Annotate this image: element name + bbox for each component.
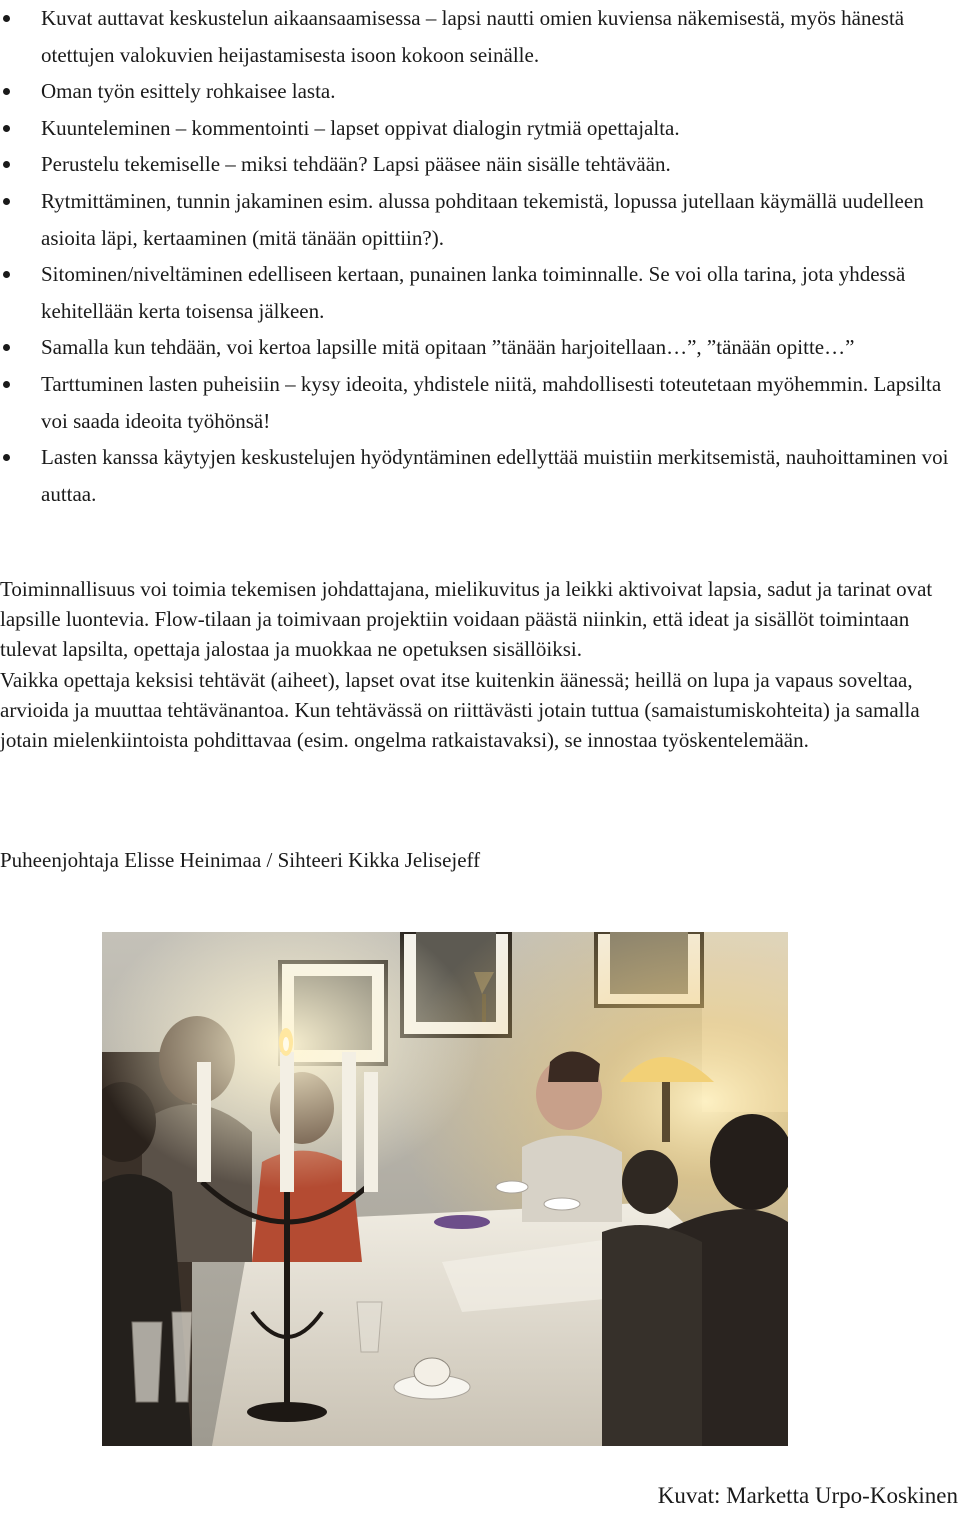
- list-item: [0, 146, 955, 183]
- list-item-text: Sitominen/niveltäminen edelliseen kertaan, punainen lanka toiminnalle. Se voi olla tarina, jota yhdessä kehitellään kerta toisensa jälkeen.: [41, 262, 906, 323]
- bullet-icon: [3, 161, 10, 168]
- bullet-icon: [3, 125, 10, 132]
- photo-credit: Kuvat: Marketta Urpo-Koskinen: [657, 1483, 958, 1508]
- list-item-text: Perustelu tekemiselle – miksi tehdään? Lapsi pääsee näin sisälle tehtävään.: [41, 152, 671, 177]
- bullet-icon: [3, 15, 10, 22]
- bullet-icon: [3, 454, 10, 461]
- list-item: [0, 183, 955, 256]
- bullet-icon: [3, 344, 10, 351]
- list-item-text: Rytmittäminen, tunnin jakaminen esim. alussa pohditaan tekemistä, lopussa jutellaan käymällä uudelleen asioita läpi, kertaaminen (mitä tänään opittiin?).: [41, 188, 924, 250]
- bullet-icon: [3, 381, 10, 388]
- body-text: [0, 574, 955, 755]
- bullet-icon: [3, 198, 10, 205]
- bullet-icon: [3, 271, 10, 278]
- list-item: [0, 73, 955, 110]
- paragraph-1: Toiminnallisuus voi toimia tekemisen johdattajana, mielikuvitus ja leikki aktivoivat lapsia, sadut ja tarinat ovat lapsille luontevia. Flow-tilaan ja toimivaan projektiin voidaan päästä niinkin, että ideat ja sisällöt toimintaan tulevat lapsilta, opettaja jalostaa ja muokkaa ne opetuksen sisällöiksi.: [0, 577, 933, 662]
- group-photo: [102, 932, 788, 1446]
- list-item: [0, 366, 955, 439]
- paragraph-2: Vaikka opettaja keksisi tehtävät (aiheet), lapset ovat itse kuitenkin äänessä; heillä on lupa ja vapaus soveltaa, arvioida ja muuttaa tehtävänantoa. Kun tehtävässä on riittävästi jotain tuttua (samaistumiskohteita) ja samalla jotain mielenkiintoista pohdittavaa (esim. ongelma ratkaistavaksi), se innostaa työskentelemään.: [0, 667, 920, 753]
- signature-line: Puheenjohtaja Elisse Heinimaa / Sihteeri Kikka Jelisejeff: [0, 848, 481, 872]
- bullet-list: [0, 0, 955, 512]
- list-item-text: Lasten kanssa käytyjen keskustelujen hyödyntäminen edellyttää muistiin merkitsemistä, nauhoittaminen voi auttaa.: [41, 445, 949, 506]
- photo-illustration: [102, 932, 788, 1446]
- list-item-text: Oman työn esittely rohkaisee lasta.: [41, 79, 336, 104]
- list-item-text: Kuunteleminen – kommentointi – lapset oppivat dialogin rytmiä opettajalta.: [41, 115, 680, 140]
- list-item-text: Kuvat auttavat keskustelun aikaansaamisessa – lapsi nautti omien kuviensa näkemisestä, myös hänestä otettujen valokuvien heijastamisesta isoon kokoon seinälle.: [41, 6, 905, 67]
- list-item: [0, 256, 955, 329]
- list-item: [0, 329, 955, 366]
- list-item: [0, 439, 955, 512]
- bullet-icon: [3, 88, 10, 95]
- list-item: [0, 110, 955, 147]
- list-item-text: Tarttuminen lasten puheisiin – kysy ideoita, yhdistele niitä, mahdollisesti toteutetaan myöhemmin. Lapsilta voi saada ideoita työhönsä!: [41, 371, 942, 433]
- list-item-text: Samalla kun tehdään, voi kertoa lapsille mitä opitaan ”tänään harjoitellaan…”, ”tänään opitte…”: [41, 335, 855, 360]
- list-item: [0, 0, 955, 73]
